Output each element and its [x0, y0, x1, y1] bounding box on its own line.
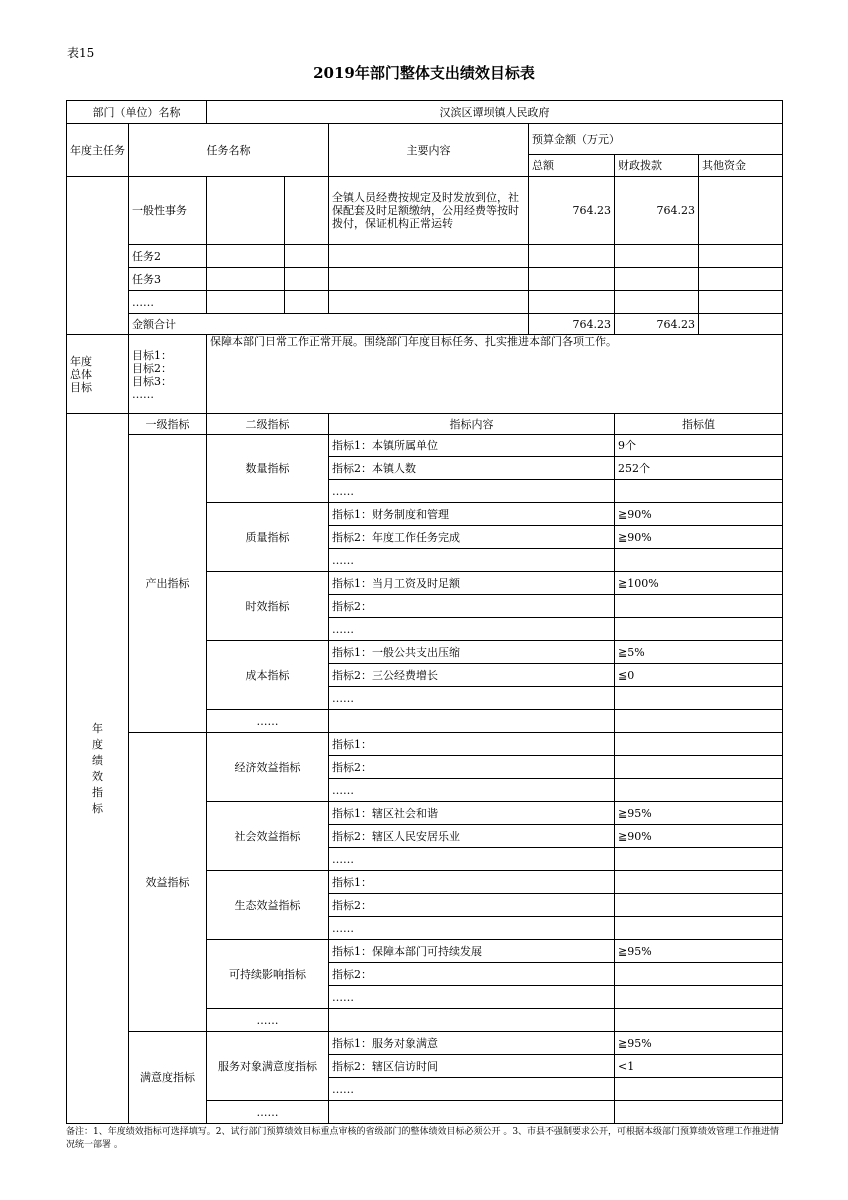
- indicator-content: 指标1：保障本部门可持续发展: [329, 940, 615, 963]
- indicator-content: 指标1：: [329, 871, 615, 894]
- fiscal-header: 财政拨款: [615, 155, 699, 177]
- task-fiscal: [615, 291, 699, 314]
- task-total: [529, 268, 615, 291]
- annual-goal-text: 保障本部门日常工作正常开展。围绕部门年度目标任务、扎实推进本部门各项工作。: [207, 335, 783, 414]
- indicator-value: [615, 963, 783, 986]
- indicator-content: 指标2：辖区信访时间: [329, 1055, 615, 1078]
- indicator-content: [329, 1009, 615, 1032]
- indicator-value: ≧100%: [615, 572, 783, 595]
- satisfaction-label: 满意度指标: [129, 1032, 207, 1124]
- task-fiscal: [615, 245, 699, 268]
- task-cell-blank: [285, 291, 329, 314]
- indicator-content: 指标2：: [329, 963, 615, 986]
- task-other: [699, 177, 783, 245]
- indicator-content: ……: [329, 1078, 615, 1101]
- indicator-value: [615, 894, 783, 917]
- indicator-content: 指标2：辖区人民安居乐业: [329, 825, 615, 848]
- indicator-content: 指标1：本镇所属单位: [329, 435, 615, 457]
- sum-other: [699, 314, 783, 335]
- task-cell-blank: [207, 268, 285, 291]
- task-content: [329, 291, 529, 314]
- indicator-value: [615, 1101, 783, 1124]
- annual-goal-label-text: 年度总体目标: [70, 354, 92, 394]
- indicator-group-name: 质量指标: [207, 503, 329, 572]
- footnote: 备注：1、年度绩效指标可选择填写。2、试行部门预算绩效目标重点审核的省级部门的整体绩效目标必须公开 。3、市县不强制要求公开，可根据本级部门预算绩效管理工作推进情况统一部署 。: [66, 1127, 780, 1150]
- indicator-value: <1: [615, 1055, 783, 1078]
- indicator-value: ≧95%: [615, 1032, 783, 1055]
- indicator-value: [615, 779, 783, 802]
- indicator-group-name: 社会效益指标: [207, 802, 329, 871]
- indicator-value: 252个: [615, 457, 783, 480]
- indicator-value: ≦0: [615, 664, 783, 687]
- other-header: 其他资金: [699, 155, 783, 177]
- indicator-group-more: ……: [207, 710, 329, 733]
- indicator-value: [615, 917, 783, 940]
- sum-fiscal: 764.23: [615, 314, 699, 335]
- indicator-value: [615, 480, 783, 503]
- task-content: [329, 268, 529, 291]
- task-cell-blank: [207, 291, 285, 314]
- indicator-group-more: ……: [207, 1009, 329, 1032]
- content-header: 指标内容: [329, 414, 615, 435]
- task-other: [699, 291, 783, 314]
- task-name: 任务2: [129, 245, 207, 268]
- indicator-value: [615, 871, 783, 894]
- task-cell-blank: [207, 245, 285, 268]
- indicator-content: 指标2：: [329, 756, 615, 779]
- indicator-value: ≧95%: [615, 940, 783, 963]
- indicator-value: 9个: [615, 435, 783, 457]
- level2-header: 二级指标: [207, 414, 329, 435]
- indicator-content: ……: [329, 687, 615, 710]
- indicator-value: ≧95%: [615, 802, 783, 825]
- task-other: [699, 245, 783, 268]
- indicator-content: 指标2：年度工作任务完成: [329, 526, 615, 549]
- indicator-content: 指标1：当月工资及时足额: [329, 572, 615, 595]
- task-cell-blank: [285, 177, 329, 245]
- indicator-value: [615, 710, 783, 733]
- task-name-header: 任务名称: [129, 124, 329, 177]
- indicator-group-name: 服务对象满意度指标: [207, 1032, 329, 1101]
- indicator-content: ……: [329, 917, 615, 940]
- indicator-content: 指标2：本镇人数: [329, 457, 615, 480]
- indicator-content: ……: [329, 779, 615, 802]
- indicator-content: 指标1：: [329, 733, 615, 756]
- task-cell-blank: [285, 268, 329, 291]
- indicator-group-name: 时效指标: [207, 572, 329, 641]
- task-total: 764.23: [529, 177, 615, 245]
- annual-task-label: 年度主任务: [67, 124, 129, 177]
- indicator-group-name: 生态效益指标: [207, 871, 329, 940]
- level1-header: 一级指标: [129, 414, 207, 435]
- main-content-header: 主要内容: [329, 124, 529, 177]
- indicator-value: [615, 595, 783, 618]
- indicator-value: [615, 549, 783, 572]
- indicator-value: [615, 618, 783, 641]
- indicator-content: [329, 710, 615, 733]
- task-content: 全镇人员经费按规定及时发放到位，社保配套及时足额缴纳，公用经费等按时拨付，保证机构正常运转: [329, 177, 529, 245]
- annual-goal-label: [67, 335, 129, 414]
- task-fiscal: 764.23: [615, 177, 699, 245]
- indicator-value: [615, 1078, 783, 1101]
- indicator-content: ……: [329, 848, 615, 871]
- goal-list: [129, 335, 207, 414]
- performance-label-text: 年度绩效指标: [92, 721, 103, 815]
- indicator-content: 指标1：财务制度和管理: [329, 503, 615, 526]
- table-id: 表15: [67, 46, 95, 60]
- task-content: [329, 245, 529, 268]
- indicator-content: ……: [329, 549, 615, 572]
- task-name: ……: [129, 291, 207, 314]
- budget-header: 预算金额（万元）: [529, 124, 783, 155]
- indicator-group-name: 数量指标: [207, 435, 329, 503]
- indicator-content: 指标2：: [329, 894, 615, 917]
- task-total: [529, 291, 615, 314]
- indicator-content: 指标1：辖区社会和谐: [329, 802, 615, 825]
- goal-item: 目标2：: [132, 362, 172, 375]
- task-area-blank: [67, 177, 129, 335]
- page-title: 2019年部门整体支出绩效目标表: [313, 64, 535, 82]
- indicator-group-name: 成本指标: [207, 641, 329, 710]
- indicator-content: ……: [329, 986, 615, 1009]
- indicator-value: ≧90%: [615, 503, 783, 526]
- indicator-content: 指标2：: [329, 595, 615, 618]
- task-name: 一般性事务: [129, 177, 207, 245]
- indicator-value: [615, 733, 783, 756]
- task-cell-blank: [207, 177, 285, 245]
- indicator-content: 指标2：三公经费增长: [329, 664, 615, 687]
- indicator-content: 指标1：一般公共支出压缩: [329, 641, 615, 664]
- task-fiscal: [615, 268, 699, 291]
- indicator-value: ≧5%: [615, 641, 783, 664]
- sum-label: 金额合计: [129, 314, 529, 335]
- indicator-value: [615, 756, 783, 779]
- task-cell-blank: [285, 245, 329, 268]
- indicator-group-more: ……: [207, 1101, 329, 1124]
- indicator-group-name: 可持续影响指标: [207, 940, 329, 1009]
- indicator-value: [615, 848, 783, 871]
- benefit-label: 效益指标: [129, 733, 207, 1032]
- performance-target-table: [66, 100, 783, 1124]
- dept-label: 部门（单位）名称: [67, 101, 207, 124]
- indicator-group-name: 经济效益指标: [207, 733, 329, 802]
- task-total: [529, 245, 615, 268]
- performance-label: [67, 414, 129, 1124]
- output-label: 产出指标: [129, 435, 207, 733]
- goal-item: 目标1：: [132, 349, 172, 362]
- indicator-value: [615, 687, 783, 710]
- indicator-content: ……: [329, 618, 615, 641]
- indicator-content: [329, 1101, 615, 1124]
- indicator-value: [615, 986, 783, 1009]
- task-name: 任务3: [129, 268, 207, 291]
- goal-item: ……: [132, 388, 154, 401]
- value-header: 指标值: [615, 414, 783, 435]
- goal-item: 目标3：: [132, 375, 172, 388]
- total-header: 总额: [529, 155, 615, 177]
- indicator-content: 指标1：服务对象满意: [329, 1032, 615, 1055]
- indicator-content: ……: [329, 480, 615, 503]
- sum-total: 764.23: [529, 314, 615, 335]
- task-other: [699, 268, 783, 291]
- indicator-value: ≧90%: [615, 526, 783, 549]
- indicator-value: ≧90%: [615, 825, 783, 848]
- indicator-value: [615, 1009, 783, 1032]
- dept-value: 汉滨区谭坝镇人民政府: [207, 101, 783, 124]
